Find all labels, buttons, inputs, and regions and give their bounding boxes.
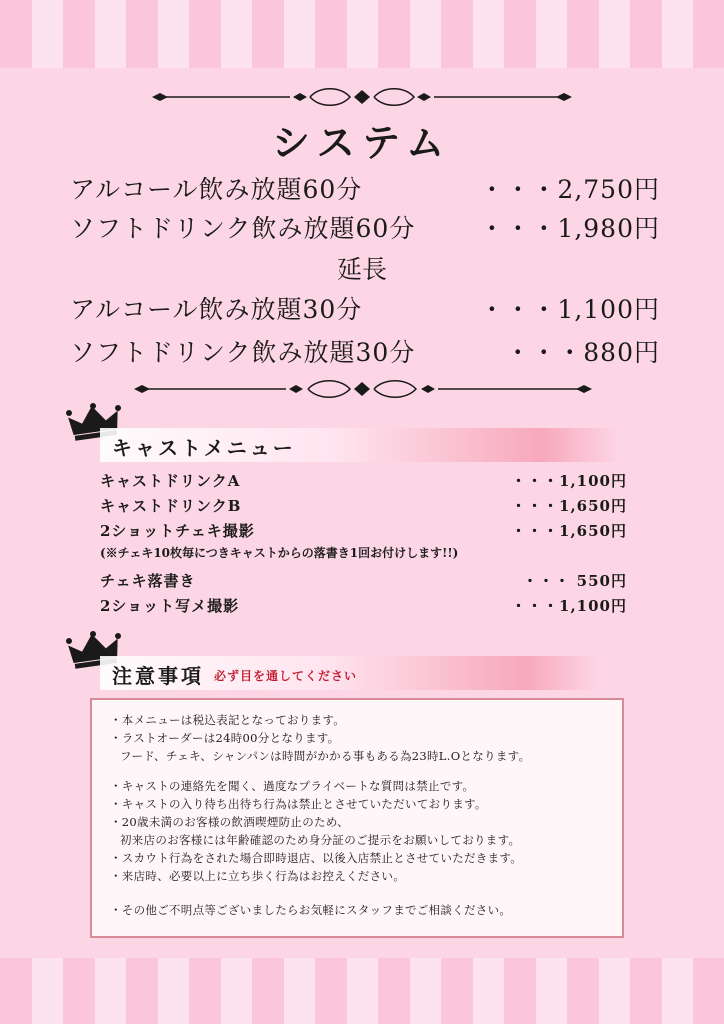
ornament-divider-bottom xyxy=(0,376,724,402)
notice-line: フード、チェキ、シャンパンは時間がかかる事もある為23時L.Oとなります。 xyxy=(120,749,531,763)
cast-item-name: キャストドリンクA xyxy=(100,472,241,490)
notice-heading: 注意事項 xyxy=(112,664,204,688)
system-row-name: ソフトドリンク飲み放題60分 xyxy=(70,214,416,243)
notice-subheading: 必ず目を通してください xyxy=(214,669,358,683)
bottom-stripe-border xyxy=(0,958,724,1024)
system-row-price: ・・・2,750円 xyxy=(479,175,660,204)
cast-item-name: キャストドリンクB xyxy=(100,497,242,515)
cast-item-price: ・・・1,650円 xyxy=(511,497,627,515)
extension-row-alcohol-30 xyxy=(70,290,660,326)
cast-menu-header xyxy=(100,428,620,462)
extension-row-name: アルコール飲み放題30分 xyxy=(70,295,363,324)
cast-item-name: 2ショット写メ撮影 xyxy=(100,597,240,615)
notice-line: ・ラストオーダーは24時00分となります。 xyxy=(110,731,340,745)
cast-item xyxy=(100,470,627,492)
notice-line: ・キャストの入り待ち出待ち行為は禁止とさせていただいております。 xyxy=(110,797,487,811)
extension-row-price: ・・・880円 xyxy=(505,338,660,367)
cast-item-name: チェキ落書き xyxy=(100,572,196,590)
extension-row-name: ソフトドリンク飲み放題30分 xyxy=(70,338,416,367)
notice-line: ・20歳未満のお客様の飲酒喫煙防止のため、 xyxy=(110,815,349,829)
system-row-price: ・・・1,980円 xyxy=(479,214,660,243)
extension-row-soft-30 xyxy=(70,333,660,369)
cast-item-price: ・・・1,100円 xyxy=(511,472,627,490)
system-row-soft-60 xyxy=(70,209,660,245)
cast-item xyxy=(100,520,627,542)
cast-item xyxy=(100,495,627,517)
cast-item-price: ・・・ 550円 xyxy=(522,572,627,590)
cast-cheki-note: (※チェキ10枚毎につきキャストからの落書き1回お付けします!!) xyxy=(100,546,459,560)
notice-line: ・来店時、必要以上に立ち歩く行為はお控えください。 xyxy=(110,869,405,883)
extension-label: 延長 xyxy=(336,255,387,284)
cast-item-price: ・・・1,100円 xyxy=(511,597,627,615)
cast-item-price: ・・・1,650円 xyxy=(511,522,627,540)
notice-line: ・その他ご不明点等ございましたらお気軽にスタッフまでご相談ください。 xyxy=(110,903,512,917)
system-title: システム xyxy=(271,120,453,165)
cast-menu-heading: キャストメニュー xyxy=(112,436,296,460)
notice-line: ・スカウト行為をされた場合即時退店、以後入店禁止とさせていただきます。 xyxy=(110,851,523,865)
system-row-alcohol-60 xyxy=(70,170,660,206)
cast-item-name: 2ショットチェキ撮影 xyxy=(100,522,255,540)
top-stripe-border xyxy=(0,0,724,68)
notice-line: ・本メニューは税込表記となっております。 xyxy=(110,713,346,727)
cast-item xyxy=(100,595,627,617)
ornament-divider-top xyxy=(0,84,724,110)
notice-line: ・キャストの連絡先を聞く、過度なプライベートな質問は禁止です。 xyxy=(110,779,475,793)
notice-line: 初来店のお客様には年齢確認のため身分証のご提示をお願いしております。 xyxy=(120,833,521,847)
extension-row-price: ・・・1,100円 xyxy=(479,295,660,324)
notice-box xyxy=(90,698,624,938)
system-row-name: アルコール飲み放題60分 xyxy=(70,175,363,204)
notice-header xyxy=(100,656,600,690)
cast-item xyxy=(100,570,627,592)
